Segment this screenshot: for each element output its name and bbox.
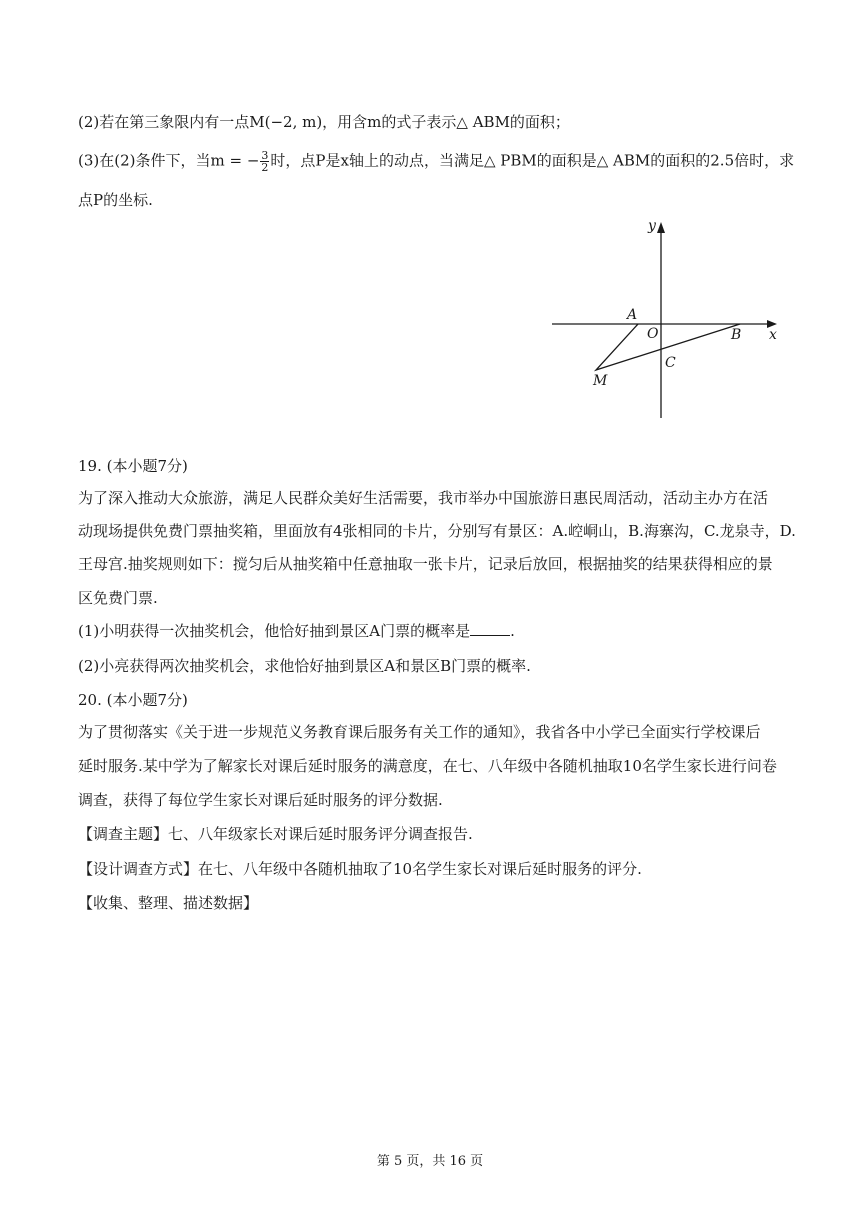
- fraction-numerator: 3: [261, 149, 269, 162]
- coordinate-figure: [545, 210, 790, 425]
- q20-line5: 【设计调查方式】在七、八年级中各随机抽取了10名学生家长对课后延时服务的评分.: [78, 860, 642, 878]
- q19-part1: [78, 621, 515, 641]
- q18-part2: (2)若在第三象限内有一点M(−2, m)，用含m的式子表示△ ABM的面积；: [78, 113, 570, 131]
- q18-part3-line2: 点P的坐标.: [78, 191, 153, 209]
- label-m: M: [593, 373, 608, 389]
- y-axis-arrow: [657, 222, 665, 233]
- q18-part3-post: 时，点P是x轴上的动点，当满足△ PBM的面积是△ ABM的面积的2.5倍时，求: [270, 151, 795, 170]
- q20-line6: 【收集、整理、描述数据】: [78, 894, 259, 912]
- label-c: C: [665, 355, 676, 371]
- q19-line1: 为了深入推动大众旅游，满足人民群众美好生活需要，我市举办中国旅游日惠民周活动，活动主办方在活: [78, 489, 769, 507]
- q19-line4: 区免费门票.: [78, 589, 158, 607]
- q19-header: 19. (本小题7分): [78, 457, 188, 475]
- label-b: B: [731, 327, 742, 343]
- q20-header: 20. (本小题7分): [78, 691, 188, 709]
- fraction: [260, 150, 269, 173]
- q20-line3: 调查，获得了每位学生家长对课后延时服务的评分数据.: [78, 791, 443, 809]
- q19-part2: (2)小亮获得两次抽奖机会，求他恰好抽到景区A和景区B门票的概率.: [78, 657, 531, 675]
- fraction-denominator: 2: [261, 161, 269, 174]
- answer-blank: [470, 621, 510, 636]
- q18-part3-pre: (3)在(2)条件下，当m = −: [78, 151, 260, 170]
- q18-part3: [78, 150, 794, 173]
- q20-line1: 为了贯彻落实《关于进一步规范义务教育课后服务有关工作的通知》，我省各中小学已全面实行学校课后: [78, 723, 761, 741]
- q19-line3: 王母宫.抽奖规则如下：搅匀后从抽奖箱中任意抽取一张卡片，记录后放回，根据抽奖的结果获得相应的景: [78, 555, 773, 573]
- page-footer: 第 5 页，共 16 页: [376, 1154, 484, 1169]
- q19-line2: 动现场提供免费门票抽奖箱，里面放有4张相同的卡片，分别写有景区：A.崆峒山，B.海寨沟，C.龙泉寺，D.: [78, 522, 796, 540]
- q20-line2: 延时服务.某中学为了解家长对课后延时服务的满意度，在七、八年级中各随机抽取10名学生家长进行问卷: [78, 757, 777, 775]
- q19-part1-post: .: [510, 622, 515, 640]
- label-y: y: [648, 218, 656, 234]
- label-a: A: [627, 307, 638, 323]
- label-x: x: [769, 327, 777, 343]
- q20-line4: 【调查主题】七、八年级家长对课后延时服务评分调查报告.: [78, 825, 473, 843]
- q19-part1-pre: (1)小明获得一次抽奖机会，他恰好抽到景区A门票的概率是: [78, 622, 471, 640]
- label-o: O: [647, 326, 659, 342]
